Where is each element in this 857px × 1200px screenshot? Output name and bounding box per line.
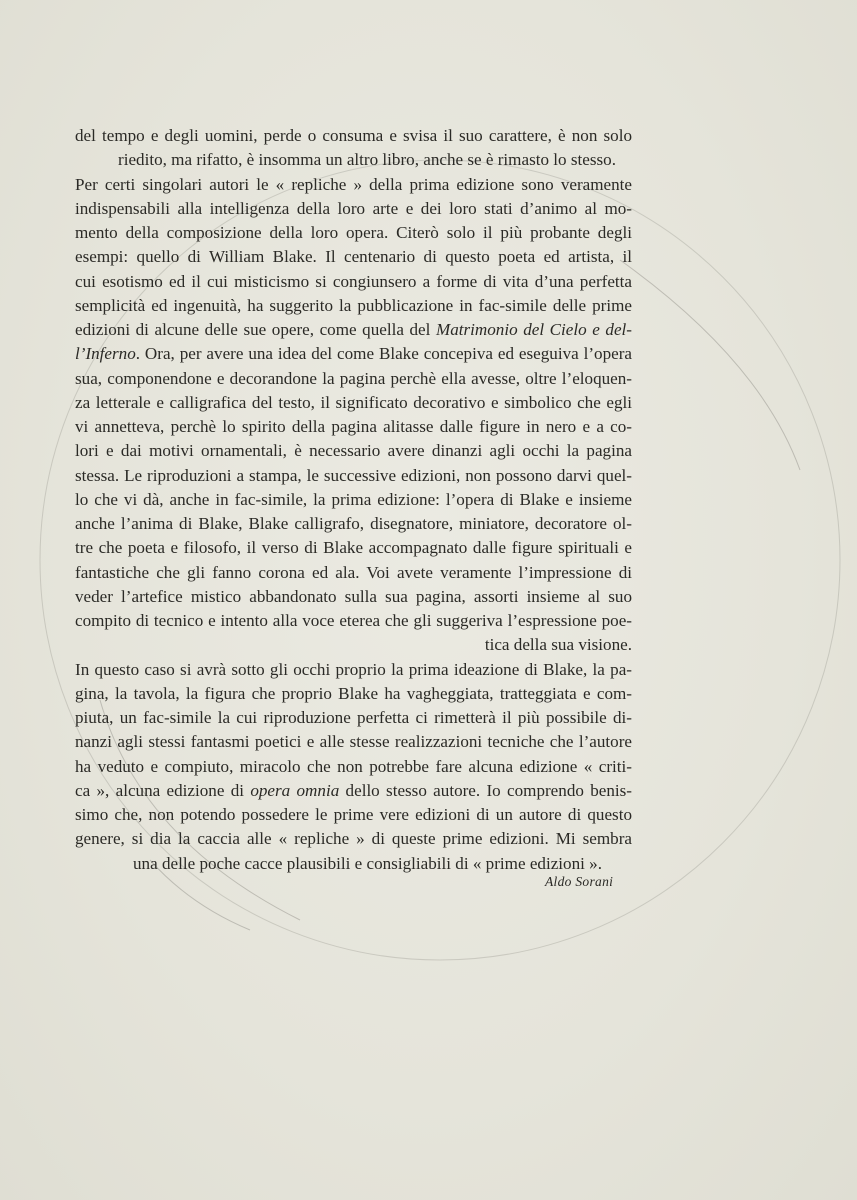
text-line: del tempo e degli uomini, perde o consuma e svisa il suo carattere, è non solo: [75, 126, 632, 145]
text-line: nanzi agli stessi fantasmi poetici e alle stesse realizzazioni tecniche che l’autore: [75, 732, 632, 752]
text-line: sua, componendone e decorandone la pagina perchè ella avesse, oltre l’eloquen-: [75, 368, 632, 388]
text-line: piuta, un fac-simile la cui riproduzione perfetta ci rimetterà il più possibile di-: [75, 708, 632, 727]
text-line: za letterale e calligrafica del testo, il significato decorativo e simbolico che egli: [75, 392, 632, 412]
text-line: stessa. Le riproduzioni a stampa, le successive edizioni, non possono darvi quel-: [75, 465, 632, 485]
text-line: compito di tecnico e intento alla voce eterea che gli suggeriva l’espressione poe-: [75, 611, 632, 630]
italic-phrase: opera omnia: [250, 780, 340, 800]
text-line: una delle poche cacce plausibili e consigliabili di « prime edizioni ».: [133, 853, 602, 873]
text-line: mento della composizione della loro opera. Citerò solo il più probante degli: [75, 223, 632, 242]
text-line: tica della sua visione.: [484, 635, 632, 655]
text-line: [75, 779, 632, 803]
text-line: lori e dai motivi ornamentali, è necessario avere dinanzi agli occhi la pagina: [75, 441, 632, 461]
text-line: gina, la tavola, la figura che proprio Blake ha vagheggiata, tratteggiata e com-: [75, 683, 632, 703]
italic-title: l’Inferno: [75, 344, 136, 364]
text-line: Per certi singolari autori le « repliche » della prima edizione sono veramente: [75, 174, 632, 194]
author-signature: Aldo Sorani: [545, 874, 614, 889]
text-line: riedito, ma rifatto, è insomma un altro libro, anche se è rimasto lo stesso.: [118, 150, 616, 170]
text-line: simo che, non potendo possedere le prime vere edizioni di un autore di questo: [75, 805, 632, 824]
body-text: [75, 124, 632, 876]
text-segment: ca », alcuna edizione di: [75, 780, 251, 800]
text-line: cui esotismo ed il cui misticismo si congiunsero a forme di vita d’una perfetta: [75, 271, 632, 291]
text-line: veder l’artefice mistico abbandonato sulla sua pagina, assorti insieme al suo: [75, 586, 632, 606]
italic-title: Matrimonio del Cielo e del-: [435, 320, 632, 339]
text-line: [75, 318, 632, 342]
text-line: anche l’anima di Blake, Blake calligrafo, disegnatore, miniatore, decoratore ol-: [75, 514, 632, 533]
text-line: indispensabili alla intelligenza della loro arte e dei loro stati d’animo al mo-: [75, 198, 632, 218]
text-line: [75, 342, 632, 366]
text-line: fantastiche che gli fanno corona ed ala. Voi avete veramente l’impressione di: [75, 562, 632, 582]
text-line: semplicità ed ingenuità, ha suggerito la pubblicazione in fac-simile delle prime: [75, 295, 632, 315]
text-line: ha veduto e compiuto, miracolo che non potrebbe fare alcuna edizione « criti-: [75, 756, 632, 776]
text-line: genere, si dia la caccia alle « repliche » di queste prime edizioni. Mi sembra: [75, 829, 632, 849]
text-segment: edizioni di alcune delle sue opere, come quella del: [75, 320, 436, 339]
text-line: tre che poeta e filosofo, il verso di Blake accompagnato dalle figure spirituali e: [75, 538, 632, 558]
text-line: In questo caso si avrà sotto gli occhi proprio la prima ideazione di Blake, la pa-: [75, 659, 632, 679]
text-line: esempi: quello di William Blake. Il centenario di questo poeta ed artista, il: [75, 247, 632, 267]
text-line: lo che vi dà, anche in fac-simile, la prima edizione: l’opera di Blake e insieme: [75, 489, 632, 509]
text-segment: . Ora, per avere una idea del come Blake concepiva ed eseguiva l’opera: [135, 344, 632, 364]
text-segment: dello stesso autore. Io comprendo benis-: [339, 780, 632, 800]
text-line: vi annetteva, perchè lo spirito della pagina alitasse dalle figure in nero e a co-: [75, 417, 632, 436]
